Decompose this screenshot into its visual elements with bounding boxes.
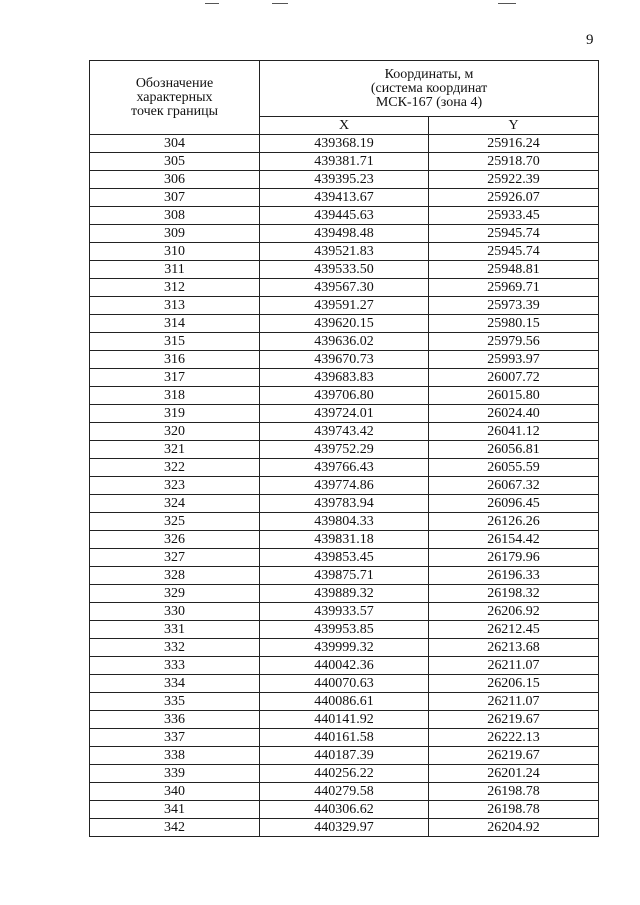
- point-number-cell: 318: [90, 387, 260, 405]
- point-number-cell: 337: [90, 729, 260, 747]
- x-coordinate-cell: 439875.71: [260, 567, 429, 585]
- point-number-cell: 315: [90, 333, 260, 351]
- x-coordinate-cell: 439933.57: [260, 603, 429, 621]
- y-coordinate-cell: 26154.42: [429, 531, 599, 549]
- y-coordinate-cell: 26196.33: [429, 567, 599, 585]
- x-coordinate-cell: 439831.18: [260, 531, 429, 549]
- table-row: [90, 693, 599, 711]
- y-coordinate-cell: 25979.56: [429, 333, 599, 351]
- point-number-cell: 319: [90, 405, 260, 423]
- y-coordinate-cell: 26219.67: [429, 711, 599, 729]
- point-number-cell: 309: [90, 225, 260, 243]
- x-coordinate-cell: 439567.30: [260, 279, 429, 297]
- table-row: [90, 297, 599, 315]
- points-header-line: Обозначение: [135, 75, 214, 91]
- x-coordinate-cell: 439953.85: [260, 621, 429, 639]
- x-coordinate-cell: 439670.73: [260, 351, 429, 369]
- table-row: [90, 477, 599, 495]
- table-row: [90, 387, 599, 405]
- table-row: [90, 711, 599, 729]
- table-row: [90, 801, 599, 819]
- y-coordinate-cell: 26211.07: [429, 657, 599, 675]
- y-coordinate-cell: 26198.78: [429, 801, 599, 819]
- table-row: [90, 189, 599, 207]
- table-row: [90, 405, 599, 423]
- point-number-cell: 326: [90, 531, 260, 549]
- table-row: [90, 225, 599, 243]
- y-coordinate-cell: 25993.97: [429, 351, 599, 369]
- coordinates-header-line: Координаты, м: [384, 66, 474, 82]
- point-number-cell: 341: [90, 801, 260, 819]
- y-coordinate-cell: 26198.32: [429, 585, 599, 603]
- y-coordinate-cell: 26212.45: [429, 621, 599, 639]
- y-coordinate-cell: 26179.96: [429, 549, 599, 567]
- table-row: [90, 747, 599, 765]
- y-coordinate-cell: 25973.39: [429, 297, 599, 315]
- table-row: [90, 243, 599, 261]
- y-coordinate-cell: 26201.24: [429, 765, 599, 783]
- x-coordinate-cell: 440279.58: [260, 783, 429, 801]
- x-coordinate-cell: 439766.43: [260, 459, 429, 477]
- y-coordinate-cell: 26213.68: [429, 639, 599, 657]
- y-coordinate-cell: 26222.13: [429, 729, 599, 747]
- table-row: [90, 171, 599, 189]
- table-row: [90, 675, 599, 693]
- y-coordinate-cell: 26041.12: [429, 423, 599, 441]
- y-coordinate-cell: 26206.15: [429, 675, 599, 693]
- y-coordinate-cell: 25933.45: [429, 207, 599, 225]
- x-coordinate-cell: 439774.86: [260, 477, 429, 495]
- table-body: [90, 135, 599, 837]
- scan-mark: [272, 3, 288, 4]
- x-coordinate-cell: 439743.42: [260, 423, 429, 441]
- table-row: [90, 549, 599, 567]
- point-number-cell: 327: [90, 549, 260, 567]
- coordinates-header: [260, 61, 599, 117]
- point-number-cell: 317: [90, 369, 260, 387]
- x-coordinate-cell: 440141.92: [260, 711, 429, 729]
- x-coordinate-cell: 439395.23: [260, 171, 429, 189]
- point-number-cell: 305: [90, 153, 260, 171]
- point-number-cell: 308: [90, 207, 260, 225]
- table-row: [90, 495, 599, 513]
- x-coordinate-cell: 439521.83: [260, 243, 429, 261]
- y-coordinate-cell: 25926.07: [429, 189, 599, 207]
- x-coordinate-cell: 439724.01: [260, 405, 429, 423]
- point-number-cell: 304: [90, 135, 260, 153]
- y-column-header: Y: [429, 117, 599, 135]
- x-coordinate-cell: 439498.48: [260, 225, 429, 243]
- point-number-cell: 324: [90, 495, 260, 513]
- table-row: [90, 729, 599, 747]
- x-coordinate-cell: 440086.61: [260, 693, 429, 711]
- y-coordinate-cell: 26204.92: [429, 819, 599, 837]
- table-row: [90, 513, 599, 531]
- point-number-cell: 339: [90, 765, 260, 783]
- table-row: [90, 459, 599, 477]
- x-coordinate-cell: 439636.02: [260, 333, 429, 351]
- y-coordinate-cell: 26219.67: [429, 747, 599, 765]
- x-coordinate-cell: 439620.15: [260, 315, 429, 333]
- y-coordinate-cell: 25945.74: [429, 243, 599, 261]
- table-row: [90, 603, 599, 621]
- y-coordinate-cell: 26056.81: [429, 441, 599, 459]
- point-number-cell: 333: [90, 657, 260, 675]
- table-row: [90, 657, 599, 675]
- points-header-line: характерных: [136, 89, 213, 105]
- y-coordinate-cell: 26024.40: [429, 405, 599, 423]
- point-number-cell: 332: [90, 639, 260, 657]
- table-row: [90, 567, 599, 585]
- point-number-cell: 336: [90, 711, 260, 729]
- point-number-cell: 322: [90, 459, 260, 477]
- x-column-header: X: [260, 117, 429, 135]
- table-row: [90, 351, 599, 369]
- points-header: [90, 61, 260, 135]
- point-number-cell: 316: [90, 351, 260, 369]
- table-row: [90, 333, 599, 351]
- point-number-cell: 335: [90, 693, 260, 711]
- x-coordinate-cell: 439706.80: [260, 387, 429, 405]
- y-coordinate-cell: 26055.59: [429, 459, 599, 477]
- page-number: 9: [586, 32, 594, 48]
- y-coordinate-cell: 26067.32: [429, 477, 599, 495]
- coordinates-header-line: МСК-167 (зона 4): [375, 94, 483, 110]
- point-number-cell: 340: [90, 783, 260, 801]
- x-coordinate-cell: 440042.36: [260, 657, 429, 675]
- point-number-cell: 311: [90, 261, 260, 279]
- point-number-cell: 338: [90, 747, 260, 765]
- y-coordinate-cell: 26015.80: [429, 387, 599, 405]
- y-coordinate-cell: 25980.15: [429, 315, 599, 333]
- x-coordinate-cell: 439591.27: [260, 297, 429, 315]
- table-row: [90, 783, 599, 801]
- x-coordinate-cell: 439683.83: [260, 369, 429, 387]
- scan-mark: [498, 3, 516, 4]
- point-number-cell: 334: [90, 675, 260, 693]
- table-row: [90, 153, 599, 171]
- point-number-cell: 307: [90, 189, 260, 207]
- x-coordinate-cell: 439999.32: [260, 639, 429, 657]
- x-coordinate-cell: 440329.97: [260, 819, 429, 837]
- point-number-cell: 312: [90, 279, 260, 297]
- y-coordinate-cell: 26198.78: [429, 783, 599, 801]
- table-row: [90, 819, 599, 837]
- x-coordinate-cell: 439853.45: [260, 549, 429, 567]
- point-number-cell: 325: [90, 513, 260, 531]
- y-coordinate-cell: 25916.24: [429, 135, 599, 153]
- point-number-cell: 320: [90, 423, 260, 441]
- x-coordinate-cell: 440161.58: [260, 729, 429, 747]
- point-number-cell: 329: [90, 585, 260, 603]
- point-number-cell: 330: [90, 603, 260, 621]
- table-row: [90, 423, 599, 441]
- x-coordinate-cell: 439445.63: [260, 207, 429, 225]
- point-number-cell: 306: [90, 171, 260, 189]
- points-header-line: точек границы: [131, 103, 218, 119]
- y-coordinate-cell: 25945.74: [429, 225, 599, 243]
- y-coordinate-cell: 26211.07: [429, 693, 599, 711]
- table-row: [90, 135, 599, 153]
- point-number-cell: 313: [90, 297, 260, 315]
- x-coordinate-cell: 439752.29: [260, 441, 429, 459]
- x-coordinate-cell: 439413.67: [260, 189, 429, 207]
- x-coordinate-cell: 439783.94: [260, 495, 429, 513]
- y-coordinate-cell: 26126.26: [429, 513, 599, 531]
- table-row: [90, 279, 599, 297]
- x-coordinate-cell: 439368.19: [260, 135, 429, 153]
- point-number-cell: 323: [90, 477, 260, 495]
- table-row: [90, 621, 599, 639]
- coordinates-header-line: (система координат: [370, 80, 488, 96]
- table-row: [90, 765, 599, 783]
- table-row: [90, 207, 599, 225]
- x-coordinate-cell: 439533.50: [260, 261, 429, 279]
- y-coordinate-cell: 25948.81: [429, 261, 599, 279]
- x-coordinate-cell: 440256.22: [260, 765, 429, 783]
- coordinates-table: [89, 60, 599, 837]
- table-row: [90, 369, 599, 387]
- table-row: [90, 639, 599, 657]
- point-number-cell: 331: [90, 621, 260, 639]
- table-row: [90, 261, 599, 279]
- y-coordinate-cell: 25969.71: [429, 279, 599, 297]
- x-coordinate-cell: 439889.32: [260, 585, 429, 603]
- point-number-cell: 314: [90, 315, 260, 333]
- x-coordinate-cell: 440306.62: [260, 801, 429, 819]
- table-row: [90, 315, 599, 333]
- point-number-cell: 321: [90, 441, 260, 459]
- point-number-cell: 328: [90, 567, 260, 585]
- table-row: [90, 585, 599, 603]
- y-coordinate-cell: 25918.70: [429, 153, 599, 171]
- point-number-cell: 342: [90, 819, 260, 837]
- y-coordinate-cell: 26206.92: [429, 603, 599, 621]
- x-coordinate-cell: 439804.33: [260, 513, 429, 531]
- point-number-cell: 310: [90, 243, 260, 261]
- table-row: [90, 441, 599, 459]
- x-coordinate-cell: 439381.71: [260, 153, 429, 171]
- scan-mark: [205, 3, 219, 4]
- x-coordinate-cell: 440187.39: [260, 747, 429, 765]
- y-coordinate-cell: 26096.45: [429, 495, 599, 513]
- table-row: [90, 531, 599, 549]
- y-coordinate-cell: 26007.72: [429, 369, 599, 387]
- y-coordinate-cell: 25922.39: [429, 171, 599, 189]
- x-coordinate-cell: 440070.63: [260, 675, 429, 693]
